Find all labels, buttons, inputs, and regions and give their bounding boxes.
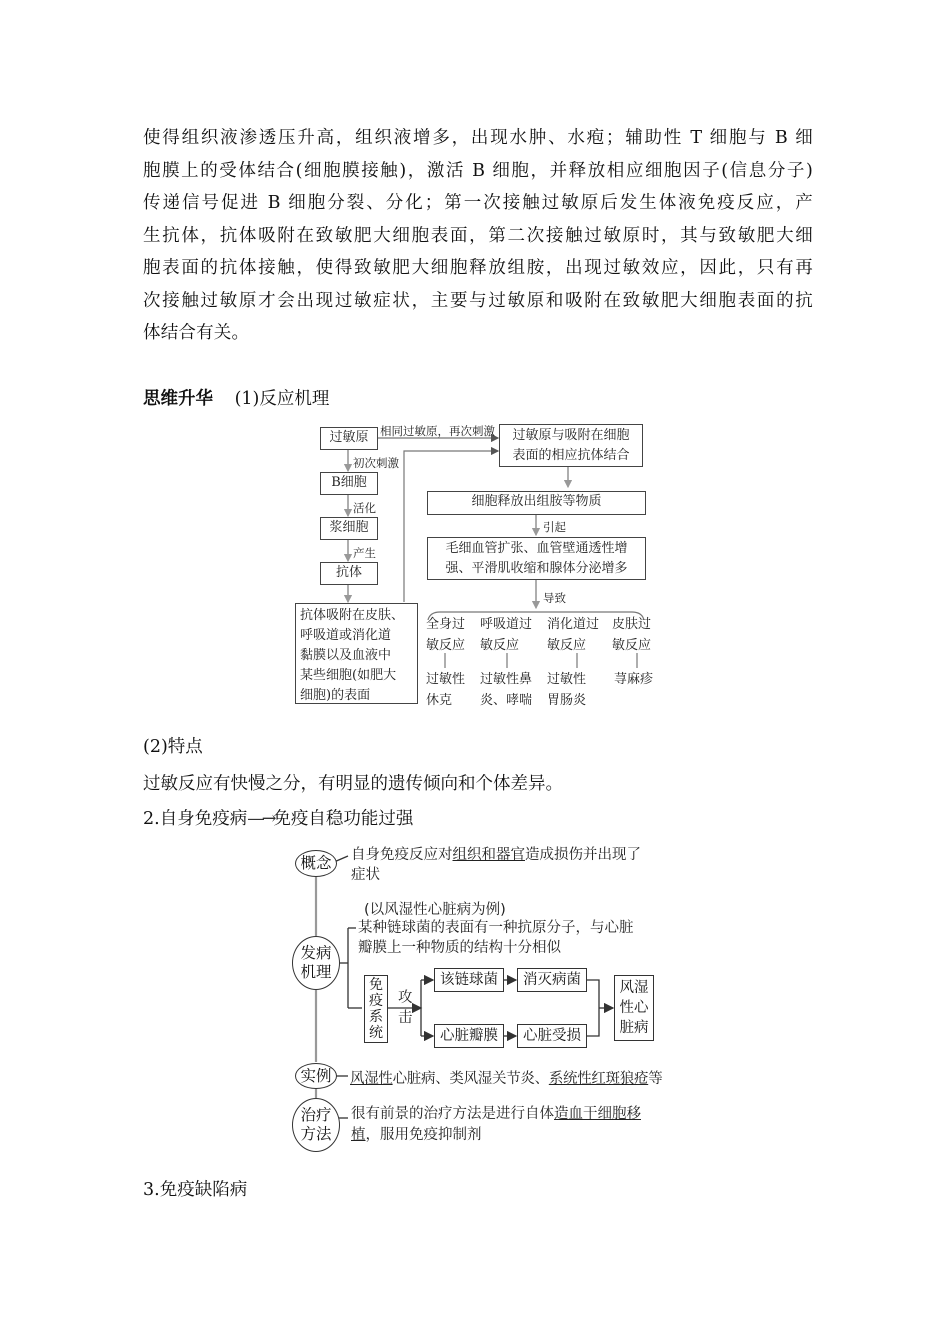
text-line: 生抗体，抗体吸附在致敏肥大细胞表面，第二次接触过敏原时，其与致敏肥大细 xyxy=(143,225,813,246)
text-line: 胞膜上的受体结合(细胞膜接触)，激活 B 细胞，并释放相应细胞因子(信息分子) xyxy=(143,160,813,181)
b-cell-box: B细胞 xyxy=(320,472,378,495)
text-line: 攻 xyxy=(398,990,413,1006)
activate-label: 活化 xyxy=(353,501,376,515)
re-contact-label: 相同过敏原，再次刺激 xyxy=(380,424,495,438)
text-line: 敏反应 xyxy=(480,638,520,653)
example-oval: 实例 xyxy=(295,1063,337,1089)
text-line: 免 xyxy=(369,977,383,993)
text-span: 心脏病、类风湿关节炎、 xyxy=(392,1071,549,1087)
release-box: 细胞释放出组胺等物质 xyxy=(427,491,646,515)
text-line: 系 xyxy=(369,1009,383,1025)
features-text: 过敏反应有快慢之分，有明显的遗传倾向和个体差异。 xyxy=(143,774,563,794)
text-line: 击 xyxy=(398,1010,413,1026)
box-line: 呼吸道或消化道 xyxy=(300,628,392,643)
lead-label: 导致 xyxy=(543,591,566,605)
examples-text xyxy=(350,1067,662,1088)
rhd-box xyxy=(614,975,654,1041)
text-line: 敏反应 xyxy=(547,638,587,653)
text-line: 性心 xyxy=(619,1000,649,1016)
kill-box: 消灭病菌 xyxy=(517,968,587,992)
underlined-term: 植 xyxy=(351,1127,366,1143)
immune-system-box xyxy=(364,975,388,1043)
arrow-icon: —→ xyxy=(247,809,274,829)
text-line: 自身免疫反应对组织和器官造成损伤并出现了 xyxy=(351,847,641,863)
treatment-oval xyxy=(292,1098,340,1152)
concept-text xyxy=(351,845,641,885)
text-line xyxy=(351,1125,641,1146)
section-number: 2. xyxy=(143,809,160,829)
attack-label xyxy=(398,988,413,1028)
text-line: 过敏性鼻 xyxy=(480,672,533,687)
antibody-box: 抗体 xyxy=(320,562,378,585)
example-note: (以风湿性心脏病为例) xyxy=(364,902,506,918)
text-span: 等 xyxy=(648,1071,663,1087)
text-line: 全身过 xyxy=(426,617,466,632)
text-line: 敏反应 xyxy=(612,638,652,653)
text-line: 使得组织液渗透压升高，组织液增多，出现水肿、水疱；辅助性 T 细胞与 B 细 xyxy=(143,128,813,148)
text-line: 胃肠炎 xyxy=(547,693,587,708)
thinking-label: 思维升华 xyxy=(143,389,213,409)
underlined-term: 造血干细胞移 xyxy=(554,1106,641,1122)
text-line: 皮肤过 xyxy=(612,617,652,632)
text-line: 治疗 xyxy=(300,1106,332,1124)
box-line: 细胞)的表面 xyxy=(300,688,371,703)
text-line: 发病 xyxy=(300,944,332,962)
box-line: 过敏原与吸附在细胞 xyxy=(512,428,630,443)
underlined-term: 风湿性 xyxy=(350,1071,393,1087)
mechanism-text xyxy=(358,918,634,958)
produce-label: 产生 xyxy=(353,546,376,560)
box-line: 强、平滑肌收缩和腺体分泌增多 xyxy=(445,561,628,576)
text-line: 休克 xyxy=(426,693,453,708)
underlined-term: 系统性红斑狼疮 xyxy=(548,1071,649,1087)
section3-heading: 3.免疫缺陷病 xyxy=(143,1180,248,1200)
text-line: 传递信号促进 B 细胞分裂、分化；第一次接触过敏原后发生体液免疫反应，产 xyxy=(143,193,813,213)
cause-label: 引起 xyxy=(543,520,566,534)
subheading: (1)反应机理 xyxy=(234,389,330,409)
box-line: 某些细胞(如肥大 xyxy=(300,668,397,683)
valve-box: 心脏瓣膜 xyxy=(434,1024,504,1048)
text-line: 统 xyxy=(369,1025,383,1041)
text-line: 过敏性 xyxy=(426,672,466,687)
text-line: 症状 xyxy=(351,867,380,883)
plasma-cell-box: 浆细胞 xyxy=(320,517,378,540)
text-line: 瓣膜上一种物质的结构十分相似 xyxy=(358,940,561,956)
treatment-text xyxy=(351,1104,641,1146)
text-line: 消化道过 xyxy=(547,617,600,632)
text-line: 体结合有关。 xyxy=(143,323,250,343)
mechanism-oval xyxy=(292,936,340,990)
section-title: 自身免疫病 xyxy=(159,809,248,829)
box-line: 抗体吸附在皮肤、 xyxy=(300,608,405,623)
first-contact-label: 初次刺激 xyxy=(353,456,399,470)
text-line: 某种链球菌的表面有一种抗原分子，与心脏 xyxy=(358,920,634,936)
strep-box: 该链球菌 xyxy=(434,968,504,992)
text-line: 次接触过敏原才会出现过敏症状，主要与过敏原和吸附在致敏肥大细胞表面的抗 xyxy=(143,290,813,311)
text-line: 风湿 xyxy=(619,980,649,996)
text-line: 荨麻疹 xyxy=(614,672,654,687)
underlined-term: 组织和器官 xyxy=(452,847,525,863)
text-line: 脏病 xyxy=(619,1020,649,1036)
allergen-box: 过敏原 xyxy=(320,427,378,450)
text-line: 炎、哮喘 xyxy=(480,693,533,708)
text-line: 过敏性 xyxy=(547,672,587,687)
box-line: 表面的相应抗体结合 xyxy=(512,448,630,463)
text-span: ，服用免疫抑制剂 xyxy=(365,1127,482,1143)
box-line: 黏膜以及血液中 xyxy=(300,648,392,663)
concept-oval: 概念 xyxy=(295,850,337,877)
subheading-features: (2)特点 xyxy=(143,737,203,757)
text-span: 很有前景的治疗方法是进行自体 xyxy=(351,1106,554,1122)
text-line: 呼吸道过 xyxy=(480,617,533,632)
text-line: 机理 xyxy=(300,963,332,981)
text-line xyxy=(351,1104,641,1125)
text-line: 方法 xyxy=(300,1125,332,1143)
damaged-box: 心脏受损 xyxy=(517,1024,587,1048)
text-line: 胞表面的抗体接触，使得致敏肥大细胞释放组胺，出现过敏效应，因此，只有再 xyxy=(143,258,813,278)
box-line: 毛细血管扩张、血管壁通透性增 xyxy=(445,541,628,556)
text-line: 疫 xyxy=(369,993,383,1009)
text-line: 敏反应 xyxy=(426,638,466,653)
section-result: 免疫自稳功能过强 xyxy=(273,809,414,829)
